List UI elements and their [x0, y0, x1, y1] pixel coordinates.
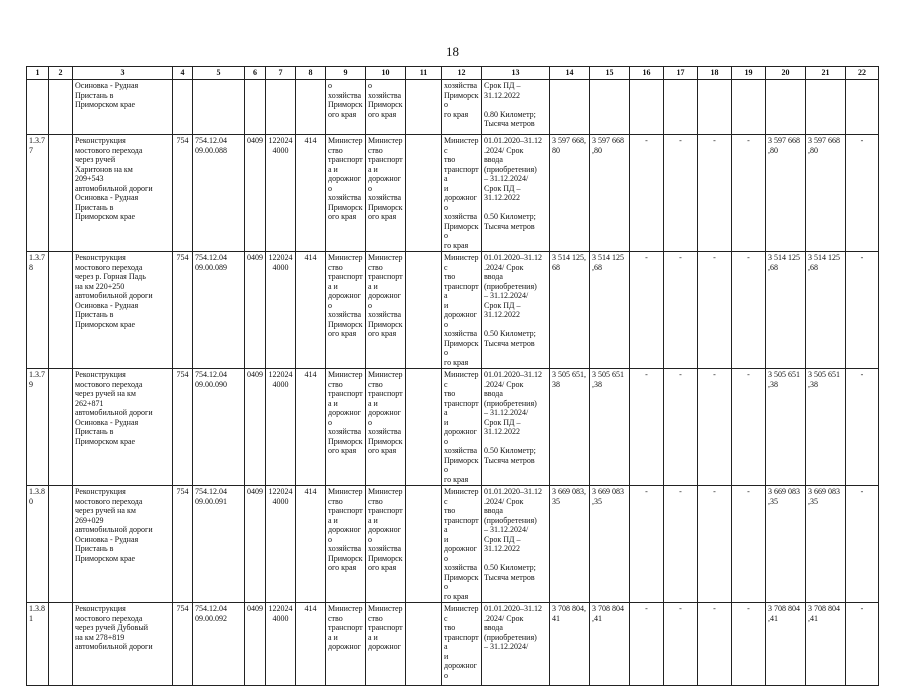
table-row: [27, 369, 879, 486]
cell-c10: Министер ство транспорт а и дорожног о хозяйства Приморск ого края: [366, 135, 406, 252]
table-row: [27, 486, 879, 603]
cell-c22: -: [846, 369, 879, 486]
cell-object-name: Осиновка - Рудная Пристань в Приморском крае: [73, 80, 173, 135]
cell-c9: Министер ство транспорт а и дорожног о хозяйства Приморск ого края: [326, 369, 366, 486]
cell-row-number: 1.3.77: [27, 135, 49, 252]
cell-row-number: 1.3.81: [27, 603, 49, 686]
cell-c15: 3 669 083 ,35: [590, 486, 630, 603]
page-number: 18: [446, 44, 459, 59]
cell-c1: [49, 603, 73, 686]
cell-c9: Министер ство транспорт а и дорожног о хозяйства Приморск ого края: [326, 486, 366, 603]
cell-c22: -: [846, 486, 879, 603]
cell: [27, 80, 49, 135]
cell-c10: Министер ство транспорт а и дорожног о хозяйства Приморск ого края: [366, 369, 406, 486]
cell-c17: -: [664, 369, 698, 486]
cell-c18: -: [698, 135, 732, 252]
cell-c1: [49, 252, 73, 369]
cell-c8: 414: [296, 369, 326, 486]
cell: [49, 80, 73, 135]
cell-c20: 3 669 083 ,35: [766, 486, 806, 603]
cell-c8: 414: [296, 486, 326, 603]
cell-c17: -: [664, 603, 698, 686]
cell-c21: 3 669 083 ,35: [806, 486, 846, 603]
cell-c21: 3 505 651 ,38: [806, 369, 846, 486]
cell: [550, 80, 590, 135]
cell-c10: Министер ство транспорт а и дорожног: [366, 603, 406, 686]
cell-c19: -: [732, 486, 766, 603]
budget-table: [26, 66, 879, 686]
cell-c7: 122024 4000: [266, 486, 296, 603]
cell-c1: [49, 135, 73, 252]
cell-object-name: Реконструкция мостового перехода через ручей Дубовый на км 278+819 автомобильной дороги: [73, 603, 173, 686]
column-header: 15: [590, 67, 630, 80]
cell-c13: 01.01.2020–31.12 .2024/ Срок ввода (приобретения) – 31.12.2024/ Срок ПД – 31.12.2022 0.50 Километр; Тысяча метров: [482, 369, 550, 486]
column-header: 5: [193, 67, 245, 80]
cell-c19: -: [732, 252, 766, 369]
cell-c19: -: [732, 369, 766, 486]
cell: [732, 80, 766, 135]
column-header: 18: [698, 67, 732, 80]
cell: [296, 80, 326, 135]
cell-c12: Министерс тво транспорта и дорожного: [442, 603, 482, 686]
cell-object-name: Реконструкция мостового перехода через ручей на км 262+871 автомобильной дороги Осиновка - Рудная Пристань в Приморском крае: [73, 369, 173, 486]
cell: [630, 80, 664, 135]
cell-row-number: 1.3.80: [27, 486, 49, 603]
column-header: 3: [73, 67, 173, 80]
table-row: [27, 252, 879, 369]
table-row: [27, 135, 879, 252]
cell-c7: 122024 4000: [266, 603, 296, 686]
column-header: 17: [664, 67, 698, 80]
cell-c19: -: [732, 603, 766, 686]
cell: [766, 80, 806, 135]
cell-c21: 3 597 668 ,80: [806, 135, 846, 252]
cell-object-name: Реконструкция мостового перехода через ручей на км 269+029 автомобильной дороги Осиновка - Рудная Пристань в Приморском крае: [73, 486, 173, 603]
cell-c16: -: [630, 486, 664, 603]
cell: [266, 80, 296, 135]
cell-c10: Министер ство транспорт а и дорожног о хозяйства Приморск ого края: [366, 252, 406, 369]
column-header: 20: [766, 67, 806, 80]
cell-c4: 754: [173, 603, 193, 686]
cell-c18: -: [698, 486, 732, 603]
cell-c7: 122024 4000: [266, 135, 296, 252]
column-header: 16: [630, 67, 664, 80]
cell-c15: 3 597 668 ,80: [590, 135, 630, 252]
cell-c12: Министерс тво транспорта и дорожного хозяйства Приморско го края: [442, 369, 482, 486]
cell-object-name: Реконструкция мостового перехода через р. Горная Падь на км 220+250 автомобильной дороги Осиновка - Рудная Пристань в Приморском крае: [73, 252, 173, 369]
cell-object-name: Реконструкция мостового перехода через ручей Харитонов на км 209+543 автомобильной дороги Осиновка - Рудная Пристань в Приморском крае: [73, 135, 173, 252]
cell-c18: -: [698, 252, 732, 369]
cell-c17: -: [664, 252, 698, 369]
cell-c9: Министер ство транспорт а и дорожног о хозяйства Приморск ого края: [326, 252, 366, 369]
column-header: 22: [846, 67, 879, 80]
cell-c19: -: [732, 135, 766, 252]
cell-c8: 414: [296, 603, 326, 686]
column-header: 14: [550, 67, 590, 80]
cell-c15: 3 514 125 ,68: [590, 252, 630, 369]
cell-c17: -: [664, 486, 698, 603]
cell-c20: 3 597 668 ,80: [766, 135, 806, 252]
cell-c22: -: [846, 603, 879, 686]
cell-c18: -: [698, 603, 732, 686]
cell-c13: 01.01.2020–31.12 .2024/ Срок ввода (приобретения) – 31.12.2024/ Срок ПД – 31.12.2022 0.50 Километр; Тысяча метров: [482, 486, 550, 603]
table-body: [27, 67, 879, 686]
cell-c1: [49, 486, 73, 603]
cell: [806, 80, 846, 135]
cell-c1: [49, 369, 73, 486]
cell-c4: 754: [173, 135, 193, 252]
cell: [590, 80, 630, 135]
cell-c13: 01.01.2020–31.12 .2024/ Срок ввода (приобретения) – 31.12.2024/: [482, 603, 550, 686]
cell-c20: 3 514 125 ,68: [766, 252, 806, 369]
cell-c14: 3 505 651, 38: [550, 369, 590, 486]
header-row: [27, 67, 879, 80]
cell-c11: [406, 252, 442, 369]
column-header: 19: [732, 67, 766, 80]
cell-c16: -: [630, 369, 664, 486]
cell-c5: 754.12.04 09.00.089: [193, 252, 245, 369]
cell: [406, 80, 442, 135]
cell-c16: -: [630, 135, 664, 252]
cell-c17: -: [664, 135, 698, 252]
cell-c6: 0409: [245, 252, 266, 369]
cell: [698, 80, 732, 135]
cell: [846, 80, 879, 135]
cell-col9: о хозяйства Приморск ого края: [326, 80, 366, 135]
cell-c14: 3 597 668, 80: [550, 135, 590, 252]
column-header: 1: [27, 67, 49, 80]
column-header: 2: [49, 67, 73, 80]
cell-c11: [406, 369, 442, 486]
cell-c5: 754.12.04 09.00.092: [193, 603, 245, 686]
column-header: 12: [442, 67, 482, 80]
cell-c8: 414: [296, 252, 326, 369]
column-header: 13: [482, 67, 550, 80]
cell-col13: Срок ПД – 31.12.2022 0.80 Километр; Тысяча метров: [482, 80, 550, 135]
cell-c13: 01.01.2020–31.12 .2024/ Срок ввода (приобретения) – 31.12.2024/ Срок ПД – 31.12.2022 0.50 Километр; Тысяча метров: [482, 252, 550, 369]
cell-c11: [406, 135, 442, 252]
cell-c7: 122024 4000: [266, 369, 296, 486]
cell-c6: 0409: [245, 486, 266, 603]
cell-c12: Министерс тво транспорта и дорожного хозяйства Приморско го края: [442, 486, 482, 603]
cell-c18: -: [698, 369, 732, 486]
cell-c14: 3 708 804, 41: [550, 603, 590, 686]
cell: [245, 80, 266, 135]
cell-c5: 754.12.04 09.00.090: [193, 369, 245, 486]
column-header: 9: [326, 67, 366, 80]
cell-c6: 0409: [245, 135, 266, 252]
column-header: 21: [806, 67, 846, 80]
cell-c4: 754: [173, 486, 193, 603]
cell-c15: 3 505 651 ,38: [590, 369, 630, 486]
cell-c12: Министерс тво транспорта и дорожного хозяйства Приморско го края: [442, 252, 482, 369]
column-header: 7: [266, 67, 296, 80]
cell-c14: 3 514 125, 68: [550, 252, 590, 369]
cell-c20: 3 708 804 ,41: [766, 603, 806, 686]
cell-c22: -: [846, 252, 879, 369]
cell-c21: 3 708 804 ,41: [806, 603, 846, 686]
cell-c16: -: [630, 603, 664, 686]
cell-col12: хозяйства Приморско го края: [442, 80, 482, 135]
cell-col10: о хозяйства Приморск ого края: [366, 80, 406, 135]
table-row-continued: [27, 80, 879, 135]
cell: [173, 80, 193, 135]
cell-c8: 414: [296, 135, 326, 252]
cell-c20: 3 505 651 ,38: [766, 369, 806, 486]
cell-c5: 754.12.04 09.00.088: [193, 135, 245, 252]
cell-c11: [406, 603, 442, 686]
cell-c7: 122024 4000: [266, 252, 296, 369]
cell-c13: 01.01.2020–31.12 .2024/ Срок ввода (приобретения) – 31.12.2024/ Срок ПД – 31.12.2022 0.50 Километр; Тысяча метров: [482, 135, 550, 252]
column-header: 6: [245, 67, 266, 80]
cell: [664, 80, 698, 135]
column-header: 8: [296, 67, 326, 80]
cell: [193, 80, 245, 135]
cell-c10: Министер ство транспорт а и дорожног о хозяйства Приморск ого края: [366, 486, 406, 603]
cell-c6: 0409: [245, 603, 266, 686]
cell-c9: Министер ство транспорт а и дорожног о хозяйства Приморск ого края: [326, 135, 366, 252]
cell-c4: 754: [173, 252, 193, 369]
column-header: 4: [173, 67, 193, 80]
table-row: [27, 603, 879, 686]
cell-c22: -: [846, 135, 879, 252]
cell-c11: [406, 486, 442, 603]
cell-c6: 0409: [245, 369, 266, 486]
cell-c4: 754: [173, 369, 193, 486]
column-header: 10: [366, 67, 406, 80]
cell-c14: 3 669 083, 35: [550, 486, 590, 603]
cell-c16: -: [630, 252, 664, 369]
cell-row-number: 1.3.78: [27, 252, 49, 369]
column-header: 11: [406, 67, 442, 80]
cell-c21: 3 514 125 ,68: [806, 252, 846, 369]
cell-c9: Министер ство транспорт а и дорожног: [326, 603, 366, 686]
cell-c5: 754.12.04 09.00.091: [193, 486, 245, 603]
cell-c15: 3 708 804 ,41: [590, 603, 630, 686]
cell-row-number: 1.3.79: [27, 369, 49, 486]
cell-c12: Министерс тво транспорта и дорожного хозяйства Приморско го края: [442, 135, 482, 252]
